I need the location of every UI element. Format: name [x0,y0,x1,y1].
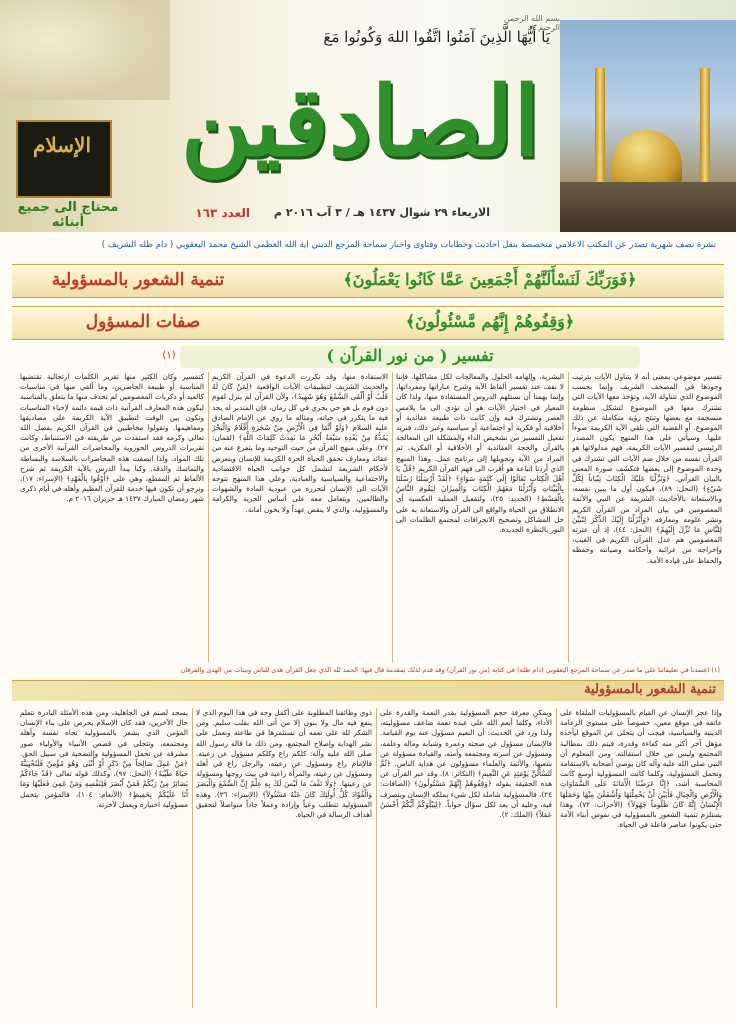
rose-decoration [0,0,170,100]
column-divider [376,708,377,1008]
article-column-4: كتفسير وكان الكثير منها تقرير الكلمات ارتجالية تقتضيها المناسبة أو طبيعة الحاضرين، وما ألقي منها في مناسبات كالعيد أو ذكريات المعصومين لم تحذف منها ما يتعلق بالمناسبة ليكون هذه المعارف القرآنية ذات قيمة دائمة لإحياء المناسبات وتكون بين الوقت لتطبيق الآية الكريمة على مصاديقها ومفاهيمها. وتقولوا مخاطبين في القرآن الكريم بفضل الله تعالى وكرمه فقد استفدت من طريقته في الاستنباط، وكانت تقريرات الدروس الحوزوية والمحاضرات القرآنية الأخرى من تلك المواد، ولذا اتصفت هذه المحاضرات بالسلاسة والبساطة والتماسك والدقة. وكنا يبدأ الدرس بالآية الكريمة ثم شرح الألفاظ ثم المقطع، وهي على ﴿أَوْفُوا بِالْعَهْدِ﴾ (الإسراء: ١٧)، ونرجو أن تكون فيها خدمة للقرآن العظيم وأهله في أيام ذكرى شهر رمضان المبارك ١٤٣٧ هـ حزيران ٢٠١٦ م. [20,372,204,504]
article-column-3: الاستفادة منها، وقد تكررت الدعوة في القرآن الكريم والحديث الشريف لتطبيقات الآيات الواقعية ﴿لِمَنْ كَانَ لَهُ قَلْبٌ أَوْ أَلْقَى السَّمْعَ وَهُوَ شَهِيدٌ﴾، ولأن القرآن لم ينزل لقوم دون قوم بل هو حي يجري في كل زمان، فإن المتدبر له يجد فيه ما يتكرر في حياته، ومثاله ما روي عن الإمام الصادق عليه السلام ﴿وَلَوْ أَنَّمَا فِي الْأَرْضِ مِنْ شَجَرَةٍ أَقْلَامٌ وَالْبَحْرُ يَمُدُّهُ مِنْ بَعْدِهِ سَبْعَةُ أَبْحُرٍ مَا نَفِدَتْ كَلِمَاتُ اللَّهِ﴾ (لقمان: ٢٧). وعلى منهج القرآن من حيث التوحيد وما يتفرع عنه من عقائد ومعارف تحقق الحياة الحرة الكريمة للإنسان ويتعرض لأحكام الشريعة لتشمل كل جوانب الحياة الاقتصادية والاجتماعية والسياسية والعبادية، وعلى هذا المنهج تتوجه الآيات الى الإنسان لتحرره من عبودية المادة والشهوات والظالمين، ويتعامل معه على أساس الحرية والكرامة والمسؤولية، والذي لا ينقض عهداً ولا يخون أمانة. [212,372,388,514]
issue-number: العدد ١٦٣ [195,206,250,220]
basmala: بسم الله الرحمن الرحيم [503,14,560,32]
footnote: (١) اعتمدنا في تعليقاتنا على ما صدر عن سماحة المرجع اليعقوبي (دام ظله) في كتابه (من نور القرآن) وقد قدم لذلك بمقدمة قال فيها: الحمد لله الذي جعل القرآن هدى للناس وبينات من الهدى والفرقان [180,666,720,674]
lower-column-2: ويمكن معرفة حجم المسؤولية بقدر النعمة والقدرة على الأداء، وكلما أنعم الله على عبده نعمة ضاعف مسؤوليته، ولذا ورد في الحديث: أن النعيم مسؤول عنه يوم القيامة. فالإنسان مسؤول عن صحته وعمره وشبابه وماله وعلمه، ومسؤول عن أسرته ومجتمعه وأمته، والقيادة مسؤولة عن شعبها، والأئمة والعلماء مسؤولون عن هداية الناس. ﴿ثُمَّ لَتُسْأَلُنَّ يَوْمَئِذٍ عَنِ النَّعِيمِ﴾ (التكاثر: ٨). وقد عبر القرآن عن هذه الحقيقة بقوله ﴿وَقِفُوهُمْ إِنَّهُمْ مَسْئُولُونَ﴾ (الصافات: ٢٤)، فالمسؤولية شاملة لكل شيء يملكه الإنسان ويتصرف فيه، وعليه أن يعد لكل سؤال جواباً. ﴿لِيَبْلُوَكُمْ أَيُّكُمْ أَحْسَنُ عَمَلاً﴾ (الملك: ٢). [380,708,552,820]
column-divider [192,708,193,1008]
lower-column-1: وإذا عجز الإنسان عن القيام بالمسؤوليات الملقاة على عاتقه في موقع معين، خصوصاً على مستوى الزعامة الدينية والسياسية، فيجب أن يتخلى عن الموقع ليأخذه مؤهل آخر أكثر منه كفاءة وقدرة، فيتم ذلك بمطالبة المجتمع وليس من خلال استقالته. ومن المعلوم أن النبي صلى الله عليه وآله كان يوصي أصحابه بالاستقامة وتحمل المسؤولية، وكلما كانت المسؤولية أوسع كانت المحاسبة أشد، ﴿إِنَّا عَرَضْنَا الْأَمَانَةَ عَلَى السَّمَاوَاتِ وَالْأَرْضِ وَالْجِبَالِ فَأَبَيْنَ أَنْ يَحْمِلْنَهَا وَأَشْفَقْنَ مِنْهَا وَحَمَلَهَا الْإِنْسَانُ إِنَّهُ كَانَ ظَلُوماً جَهُولاً﴾ (الأحزاب: ٧٢). وهذا يستلزم تنمية الشعور بالمسؤولية في نفوس أبناء الأمة حتى يكونوا عناصر فاعلة في الحياة. [560,708,722,830]
lower-column-3: ذوي وظائفنا المطلوبة على أكمل وجه في هذا اليوم الذي لا ينفع فيه مال ولا بنون إلا من أتى الله بقلب سليم. ومن الشكر لله على نعمه أن نستثمرها في طاعته ونعمل على نشر الهداية وإصلاح المجتمع، ومن ذلك ما قاله رسول الله صلى الله عليه وآله: كلكم راع وكلكم مسؤول عن رعيته. فالإمام راع ومسؤول عن رعيته، والرجل راع في أهله ومسؤول عن رعيته، والمرأة راعية في بيت زوجها ومسؤولة عن رعيتها. ﴿وَلَا تَقْفُ مَا لَيْسَ لَكَ بِهِ عِلْمٌ إِنَّ السَّمْعَ وَالْبَصَرَ وَالْفُؤَادَ كُلُّ أُولَئِكَ كَانَ عَنْهُ مَسْئُولاً﴾ (الإسراء: ٣٦). وهذه المسؤولية تتطلب وعياً وإرادة وعملاً جاداً متواصلاً لتحقيق أهداف الرسالة في الحياة. [196,708,372,820]
issue-date: الاربعاء ٢٩ شوال ١٤٣٧ هـ / ٣ آب ٢٠١٦ م [273,206,490,219]
column-divider [392,372,393,662]
banner-1-title: تنمية الشعور بالمسؤولية [51,270,225,290]
column-divider [208,372,209,662]
column-divider [556,708,557,1008]
newsletter-title: الصادقين [180,65,540,178]
banner-1-verse: ﴿فَوَرَبِّكَ لَنَسْأَلَنَّهُمْ أَجْمَعِينَ عَمَّا كَانُوا يَعْمَلُونَ﴾ [343,270,637,289]
logo-text: الإسلام [32,133,92,157]
lower-column-4: يسجد لصنم في الجاهلية، ومن هذه الأمثلة النادرة نتعلم حال الآخرين، فقد كان الإسلام يحرص على بناء الإنسان المؤمن الذي يشعر بالمسؤولية تجاه نفسه وأهله ومجتمعه، وتتجلى في قصص الأنبياء والأولياء صور مشرقة عن تحمل المسؤولية والتضحية في سبيل الحق. ﴿مَنْ عَمِلَ صَالِحاً مِنْ ذَكَرٍ أَوْ أُنْثَى وَهُوَ مُؤْمِنٌ فَلَنُحْيِيَنَّهُ حَيَاةً طَيِّبَةً﴾ (النحل: ٩٧)، وكذلك قوله تعالى ﴿قَدْ جَاءَكُمْ بَصَائِرُ مِنْ رَبِّكُمْ فَمَنْ أَبْصَرَ فَلِنَفْسِهِ وَمَنْ عَمِيَ فَعَلَيْهَا وَمَا أَنَا عَلَيْكُمْ بِحَفِيظٍ﴾ (الأنعام: ١٠٤)، فالمؤمن يتحمل مسؤولية اختياره ويعمل لآخرته. [20,708,188,809]
logo-caption: محتاج الى جميع أبنائه [17,200,119,230]
shrine-base [560,182,736,232]
tafsir-heading: تفسير ( من نور القرآن ) [180,346,640,368]
lower-section-title: تنمية الشعور بالمسؤولية [584,682,716,697]
tafsir-footnote-ref: (١) [162,350,176,361]
banner-2-title: صفات المسؤول [85,312,201,332]
header-verse: يَا أَيُّهَا الَّذِينَ آمَنُوا اتَّقُوا اللهَ وَكُونُوا مَعَ [323,28,550,46]
column-divider [568,372,569,662]
article-column-1: تفسير موضوعي بمعنى أنه لا يتناول الآيات بترتيب وجودها في المصحف الشريف وإنما بحسب الموضوع الذي تتناوله الآية، وتؤخذ معها الآيات التي تشترك معها في الموضوع لتشكل منظومة منسجمة مع بعضها وتنتج رؤية متكاملة عن ذلك الموضوع. أو القضية التي تلقي الآية الكريمة ضوءاً عليها. وسيأتي على هذا المنهج يكون المصدر الرئيسي لتفسير الآيات الكريمة، فهم مدلولاتها هو القرآن نفسه من خلال ضم الآيات التي تشترك في وحدة الموضوع إلى بعضها فتكشف صورة المعنى بالبيان القرآني. ﴿وَنَزَّلْنَا عَلَيْكَ الْكِتَابَ تِبْيَاناً لِكُلِّ شَيْءٍ﴾ (النحل: ٨٩)، فيكون أول ما يبين نفسه، وبالاستعانة بالأحاديث الشريفة عن النبي والأئمة المعصومين في بيان المراد من القرآن الكريم ونشر علومه ومعارفه ﴿وَأَنْزَلْنَا إِلَيْكَ الذِّكْرَ لِتُبَيِّنَ لِلنَّاسِ مَا نُزِّلَ إِلَيْهِمْ﴾ (النحل: ٤٤)، إذ أن عترته المعصومين هم عدل القرآن الكريم في الغيب، وإخراجه من غرائبه وأحكامه وصيانته وحفظه والحفاظ على قيادة الأمة. [572,372,722,565]
intro-line: نشرة نصف شهرية تصدر عن المكتب الاعلامي متخصصة بنقل أحاديث وخطابات وفتاوى وأخبار سماحة المرجع الديني آية الله العظمى الشيخ محمد اليعقوبي ( دام ظله الشريف ) [101,240,716,250]
banner-2-verse: ﴿وَقِفُوهُمْ إِنَّهُم مَّسْئُولُونَ﴾ [405,312,575,331]
article-column-2: البشرية، وإلهامه الحلول والمعالجات لكل مشاكلها، فإننا لا نقف عند تفسير ألفاظ الآية وشرح عباراتها ومفرداتها، وإنما يهمنا أن نستلهم الدروس المستفادة منها، ولذا كان المعيار في اختيار الآيات هو أن تؤدي الى ما يلامس العصر وتشترك فيه وإن كانت ذات طبيعة عقائدية أو أخلاقية أو فكرية أو اجتماعية أو سياسية وغير ذلك، فنريد تفعيل التفسير من تشخيص الداء والمشكلة الى المعالجة بالقرآن والحجة العقائدية أو الأخلاقية أو الفكرية، ثم المراد من الآية وتحويلها إلى برنامج عمل. وهذا المنهج الذي أردنا اتباعه هو أقرب الى فهم القرآن الكريم ﴿قُلْ يَا أَهْلَ الْكِتَابِ تَعَالَوْا إِلَى كَلِمَةٍ سَوَاءٍ﴾ ﴿لَقَدْ أَرْسَلْنَا رُسُلَنَا بِالْبَيِّنَاتِ وَأَنْزَلْنَا مَعَهُمُ الْكِتَابَ وَالْمِيزَانَ لِيَقُومَ النَّاسُ بِالْقِسْطِ﴾ (الحديد: ٢٥)، ولتفعيل العملية العكسية أي الانطلاق من الحياة والواقع الى القرآن والاستعانة به على حل المشاكل وتصحيح الانحرافات لمجتمع الظلمات الى النور بالنظرة الجديدة. [396,372,564,535]
